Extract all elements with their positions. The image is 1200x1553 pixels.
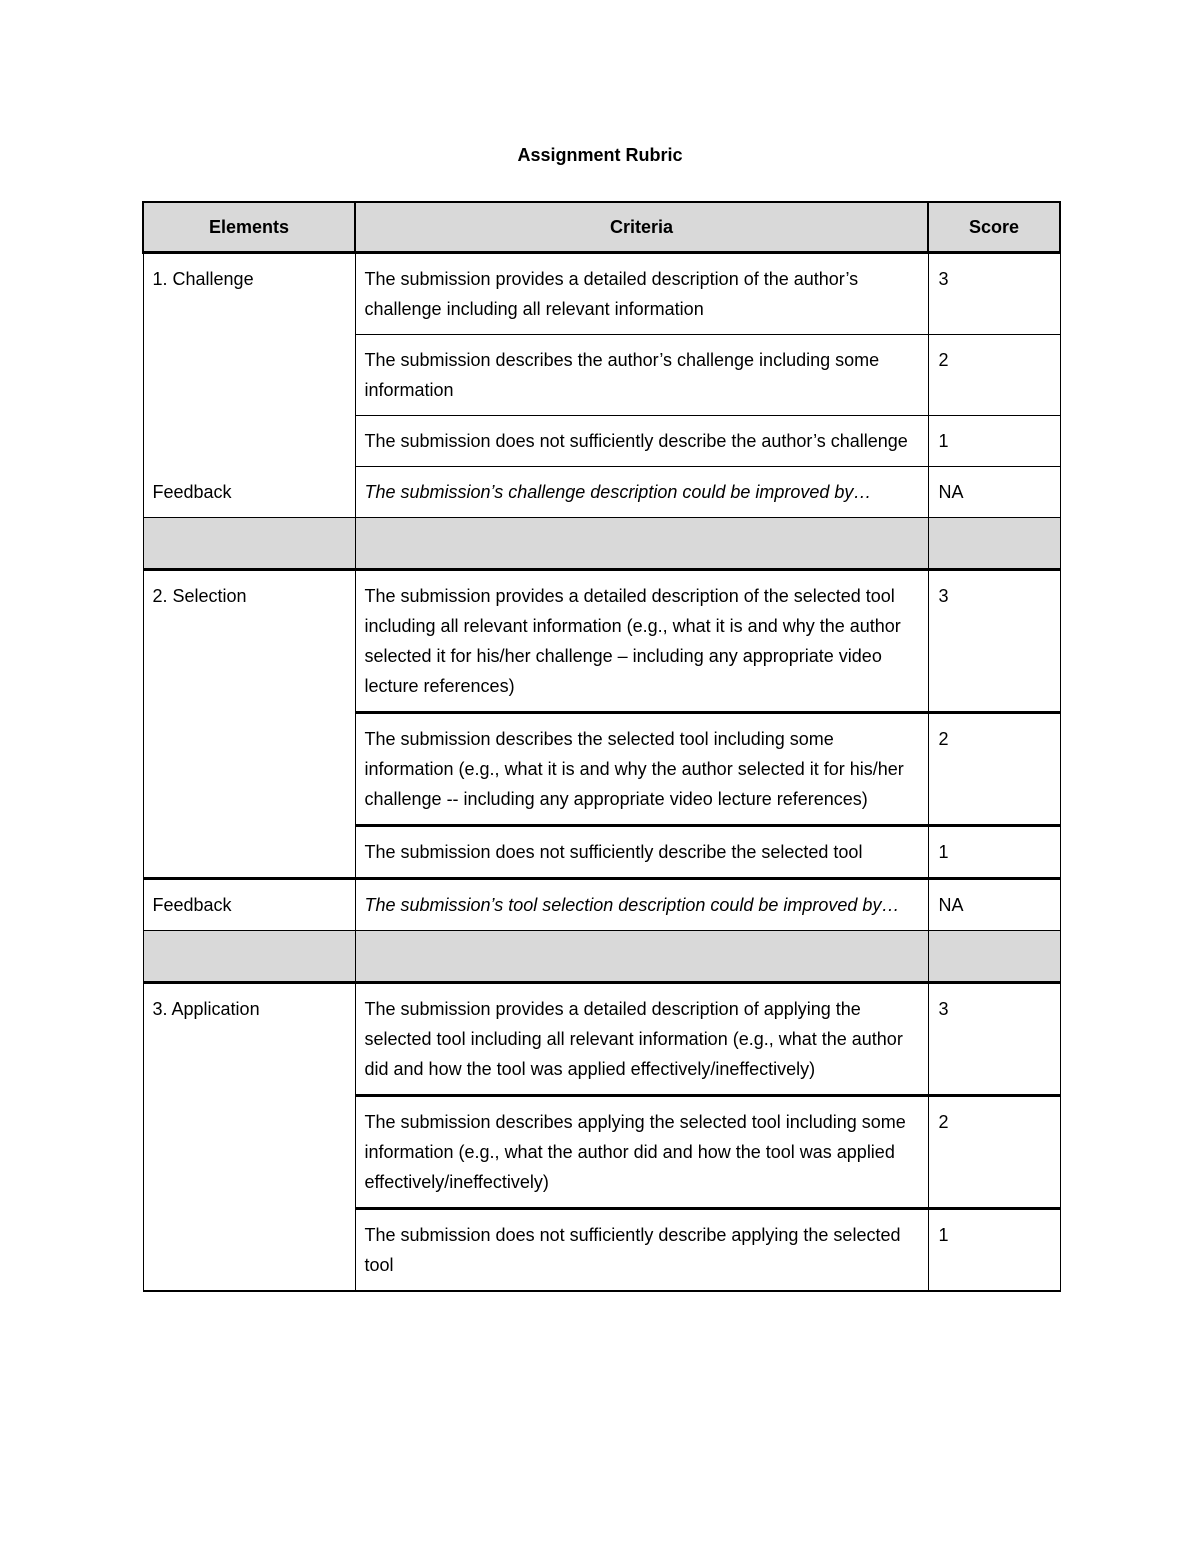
criteria-cell: The submission describes the author’s challenge including some information — [355, 335, 928, 416]
table-row — [143, 570, 1060, 713]
header-row — [143, 202, 1060, 253]
criteria-cell: The submission does not sufficiently describe applying the selected tool — [355, 1209, 928, 1292]
feedback-label: Feedback — [143, 879, 355, 931]
separator-cell — [928, 518, 1060, 570]
feedback-score: NA — [928, 467, 1060, 518]
criteria-cell: The submission describes applying the selected tool including some information (e.g., what the author did and how the tool was applied effectively/ineffectively) — [355, 1096, 928, 1209]
score-cell: 3 — [928, 570, 1060, 713]
separator-row — [143, 518, 1060, 570]
table-row — [143, 983, 1060, 1096]
score-cell: 1 — [928, 826, 1060, 879]
element-application: 3. Application — [143, 983, 355, 1292]
criteria-cell: The submission provides a detailed description of applying the selected tool including all relevant information (e.g., what the author did and how the tool was applied effectively/ineffectively) — [355, 983, 928, 1096]
feedback-score: NA — [928, 879, 1060, 931]
separator-cell — [355, 518, 928, 570]
criteria-cell: The submission provides a detailed description of the author’s challenge including all relevant information — [355, 253, 928, 335]
score-cell: 1 — [928, 1209, 1060, 1292]
separator-row — [143, 931, 1060, 983]
separator-cell — [355, 931, 928, 983]
separator-cell — [143, 518, 355, 570]
score-cell: 2 — [928, 335, 1060, 416]
rubric-table — [142, 201, 1061, 1292]
separator-cell — [143, 931, 355, 983]
header-score: Score — [928, 202, 1060, 253]
score-cell: 1 — [928, 416, 1060, 467]
criteria-cell: The submission describes the selected tool including some information (e.g., what it is and why the author selected it for his/her challenge -- including any appropriate video lecture references) — [355, 713, 928, 826]
feedback-row — [143, 467, 1060, 518]
criteria-cell: The submission provides a detailed description of the selected tool including all relevant information (e.g., what it is and why the author selected it for his/her challenge – including any appropriate video lecture references) — [355, 570, 928, 713]
page-title: Assignment Rubric — [517, 145, 683, 165]
score-cell: 2 — [928, 1096, 1060, 1209]
separator-cell — [928, 931, 1060, 983]
criteria-cell: The submission does not sufficiently describe the selected tool — [355, 826, 928, 879]
criteria-cell: The submission does not sufficiently describe the author’s challenge — [355, 416, 928, 467]
header-criteria: Criteria — [355, 202, 928, 253]
element-selection: 2. Selection — [143, 570, 355, 879]
table-row — [143, 253, 1060, 335]
score-cell: 2 — [928, 713, 1060, 826]
feedback-row — [143, 879, 1060, 931]
element-challenge: 1. Challenge — [143, 253, 355, 467]
feedback-label: Feedback — [143, 467, 355, 518]
feedback-text: The submission’s challenge description could be improved by… — [355, 467, 928, 518]
score-cell: 3 — [928, 983, 1060, 1096]
score-cell: 3 — [928, 253, 1060, 335]
feedback-text: The submission’s tool selection description could be improved by… — [355, 879, 928, 931]
header-elements: Elements — [143, 202, 355, 253]
